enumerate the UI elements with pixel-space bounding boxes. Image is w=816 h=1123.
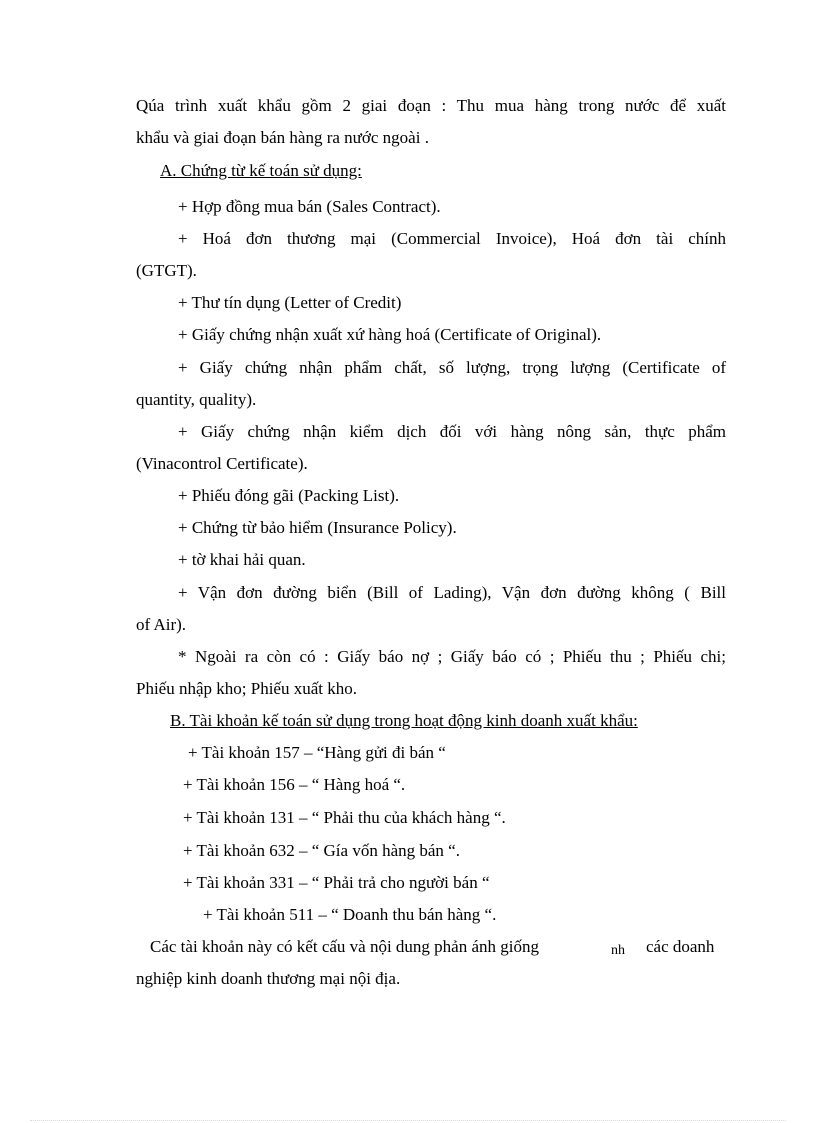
closing-line-1-start: Các tài khoản này có kết cấu và nội dung phản ánh giống: [150, 937, 539, 956]
item-certificate-origin: + Giấy chứng nhận xuất xứ hàng hoá (Certificate of Original).: [178, 325, 602, 344]
account-331: + Tài khoản 331 – “ Phải trả cho người bán “: [183, 873, 490, 892]
item-customs-declaration: + tờ khai hải quan.: [178, 550, 306, 569]
account-156: + Tài khoản 156 – “ Hàng hoá “.: [183, 775, 406, 794]
account-511: + Tài khoản 511 – “ Doanh thu bán hàng “.: [203, 905, 497, 924]
item-inspection-line-2: (Vinacontrol Certificate).: [136, 454, 308, 473]
item-inspection-line-1: + Giấy chứng nhận kiểm dịch đối với hàng nông sản, thực phẩm: [178, 422, 726, 441]
other-documents-line-1: * Ngoài ra còn có : Giấy báo nợ ; Giấy báo có ; Phiếu thu ; Phiếu chi;: [178, 647, 726, 666]
item-letter-of-credit: + Thư tín dụng (Letter of Credit): [178, 293, 402, 312]
item-bill-of-lading-line-2: of Air).: [136, 615, 187, 634]
closing-line-1-fragment: nh: [611, 943, 625, 958]
closing-line-1-end: các doanh: [646, 937, 715, 956]
section-b-heading: B. Tài khoản kế toán sử dụng trong hoạt động kinh doanh xuất khẩu:: [170, 711, 638, 730]
closing-line-2: nghiệp kinh doanh thương mại nội địa.: [136, 969, 401, 988]
item-packing-list: + Phiếu đóng gãi (Packing List).: [178, 486, 400, 505]
item-invoice-line-1: + Hoá đơn thương mại (Commercial Invoice), Hoá đơn tài chính: [178, 229, 726, 248]
account-131: + Tài khoản 131 – “ Phải thu của khách hàng “.: [183, 808, 506, 827]
intro-line-2: khẩu và giai đoạn bán hàng ra nước ngoài .: [136, 128, 429, 147]
page-bottom-divider: [30, 1120, 786, 1121]
item-invoice-line-2: (GTGT).: [136, 261, 197, 280]
intro-line-1: Qúa trình xuất khẩu gồm 2 giai đoạn : Thu mua hàng trong nước để xuất: [136, 96, 726, 115]
item-bill-of-lading-line-1: + Vận đơn đường biển (Bill of Lading), Vận đơn đường không ( Bill: [178, 583, 726, 602]
item-quality-line-2: quantity, quality).: [136, 390, 257, 409]
item-quality-line-1: + Giấy chứng nhận phẩm chất, số lượng, trọng lượng (Certificate of: [178, 358, 726, 377]
item-sales-contract: + Hợp đồng mua bán (Sales Contract).: [178, 197, 441, 216]
account-157: + Tài khoản 157 – “Hàng gửi đi bán “: [188, 743, 446, 762]
item-insurance-policy: + Chứng từ bảo hiểm (Insurance Policy).: [178, 518, 457, 537]
section-a-heading: A. Chứng từ kế toán sử dụng:: [160, 161, 362, 180]
other-documents-line-2: Phiếu nhập kho; Phiếu xuất kho.: [136, 679, 357, 698]
account-632: + Tài khoản 632 – “ Gía vốn hàng bán “.: [183, 841, 460, 860]
